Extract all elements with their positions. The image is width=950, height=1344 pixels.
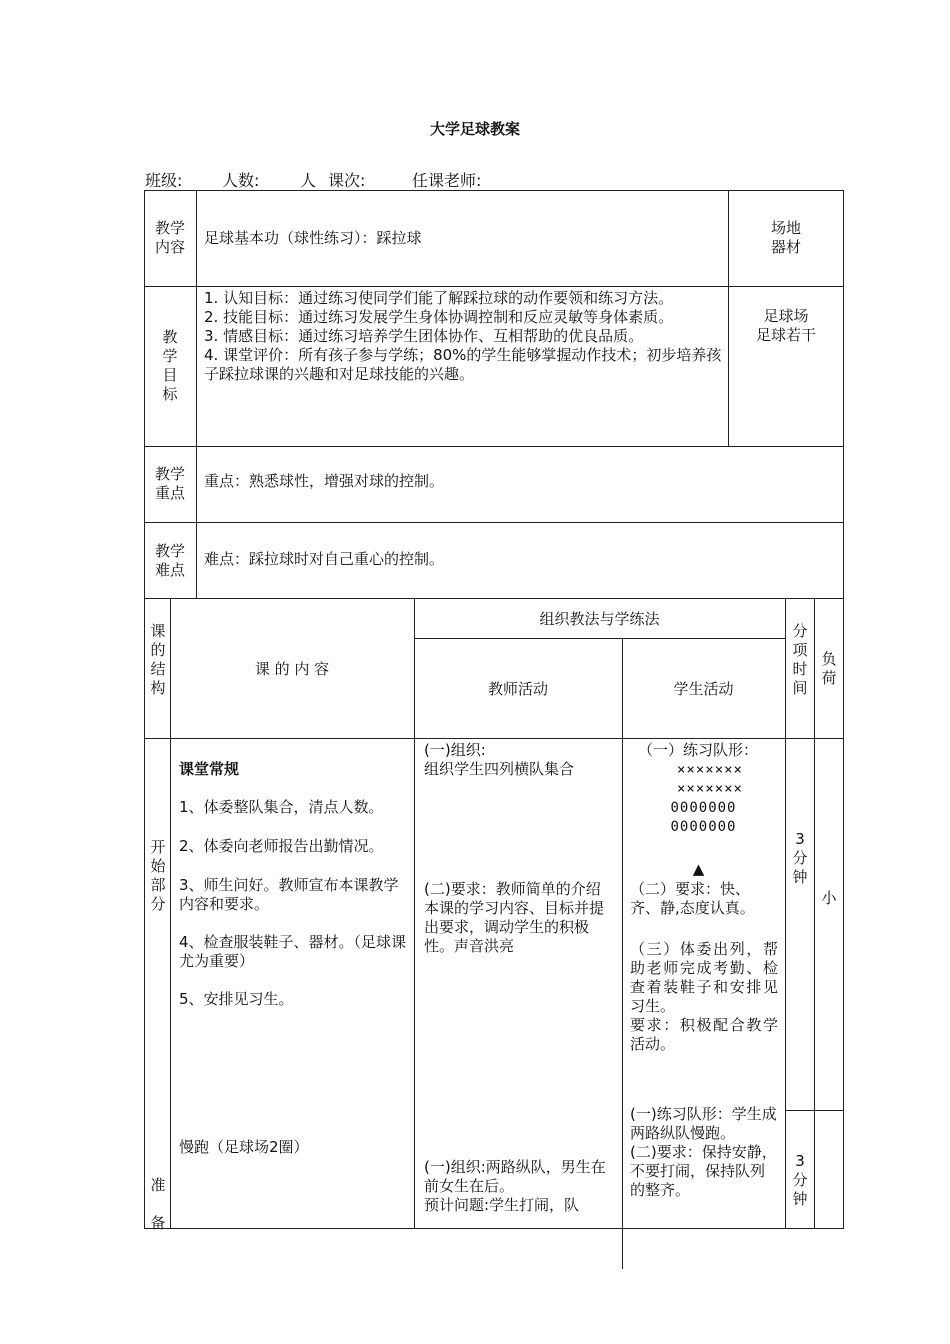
teacher-triangle-icon: ▲	[692, 860, 705, 878]
venue-value: 足球场 足球若干	[755, 307, 816, 344]
difficulty-value: 难点：踩拉球时对自己重心的控制。	[204, 550, 445, 568]
routine-item: 2、体委向老师报告出勤情况。	[179, 837, 384, 855]
goal-item: 1. 认知目标：通过练习使同学们能了解踩拉球的动作要领和练习方法。	[204, 289, 674, 307]
section-prep-label: 准 备	[150, 1176, 166, 1232]
formation-row: ×××××××	[676, 762, 743, 778]
lesson-label: 课次:	[328, 171, 366, 190]
student-assist: （三）体委出列，帮助老师完成考勤、检查着装鞋子和安排见习生。 要求：积极配合教学活动。	[630, 940, 778, 1053]
goal-item: 3. 情感目标：通过练习培养学生团体协作、互相帮助的优良品质。	[204, 327, 644, 345]
load-header: 负 荷	[821, 650, 837, 687]
student-activity-2: (一)练习队形：学生成两路纵队慢跑。 (二)要求：保持安静，不要打闹，保持队列的整齐。	[630, 1105, 777, 1199]
content-value: 足球基本功（球性练习）：踩拉球	[204, 229, 422, 247]
structure-header: 课 的 结 构	[150, 622, 166, 697]
count-label: 人数:	[222, 171, 260, 190]
goal-item: 4. 课堂评价：所有孩子参与学练；80%的学生能够掌握动作技术；初步培养孩子踩拉球课的兴趣和对足球技能的兴趣。	[204, 346, 722, 383]
formation-row: 0000000	[670, 800, 737, 816]
routine-heading: 课堂常规	[179, 760, 240, 778]
section-start-label: 开 始 部 分	[150, 838, 166, 913]
teacher-label: 任课老师:	[412, 171, 482, 190]
venue-label: 场地 器材	[770, 219, 801, 256]
time-header: 分 项 时 间	[792, 622, 808, 697]
jog-item: 慢跑（足球场2圈）	[179, 1138, 309, 1156]
student-header: 学生活动	[673, 680, 734, 698]
formation-row: 0000000	[670, 819, 737, 835]
count-unit: 人	[300, 171, 317, 190]
teacher-organize-2: (一)组织:两路纵队，男生在前女生在后。 预计问题:学生打闹，队	[424, 1158, 606, 1214]
routine-item: 3、师生问好。教师宣布本课教学内容和要求。	[179, 876, 399, 913]
section-start-load: 小	[821, 889, 837, 907]
section-start-time: 3 分 钟	[792, 830, 808, 886]
student-formation: （一）练习队形：	[638, 741, 759, 759]
goal-list	[204, 289, 722, 384]
section-prep-time: 3 分 钟	[792, 1152, 808, 1208]
teacher-organize: (一)组织: 组织学生四列横队集合	[424, 741, 575, 778]
routine-item: 4、检查服装鞋子、器材。（足球课尤为重要）	[179, 933, 407, 970]
student-requirement: （二）要求：快、齐、静,态度认真。	[630, 880, 755, 917]
goal-item: 2. 技能目标：通过练习发展学生身体协调控制和反应灵敏等身体素质。	[204, 308, 674, 326]
content-header: 课 的 内 容	[254, 660, 330, 678]
goal-label: 教 学 目 标	[162, 328, 178, 403]
class-label: 班级:	[145, 171, 183, 190]
teacher-header: 教师活动	[487, 680, 548, 698]
routine-item: 5、安排见习生。	[179, 990, 294, 1008]
formation-row: ×××××××	[676, 781, 743, 797]
difficulty-label: 教学 难点	[154, 542, 185, 579]
org-header: 组织教法与学练法	[539, 610, 660, 628]
content-label: 教学 内容	[154, 219, 185, 256]
key-label: 教学 重点	[154, 465, 185, 502]
key-value: 重点：熟悉球性，增强对球的控制。	[204, 472, 445, 490]
teacher-requirement: (二)要求：教师简单的介绍本课的学习内容、目标并提出要求，调动学生的积极性。声音洪亮	[424, 880, 605, 955]
routine-item: 1、体委整队集合，清点人数。	[179, 798, 384, 816]
page-title: 大学足球教案	[429, 120, 520, 138]
